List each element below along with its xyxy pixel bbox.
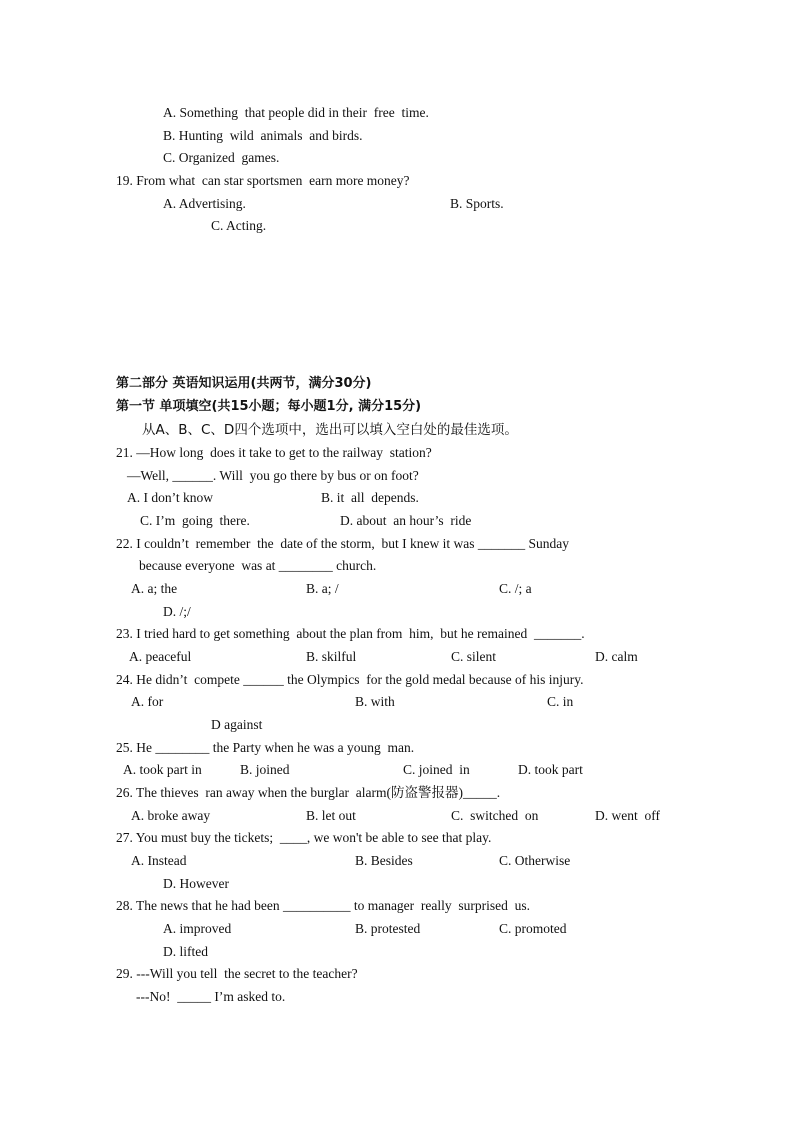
option-c: C. silent — [451, 649, 497, 664]
question-stem: 27. You must buy the tickets; ____, we won't be able to see that play. — [116, 830, 492, 845]
question-stem: 25. He ________ the Party when he was a young man. — [116, 740, 415, 755]
section-title: 第一节 单项填空(共15小题；每小题1分, 满分15分) — [116, 399, 422, 414]
option-a: A. peaceful — [129, 649, 192, 664]
question-stem: 22. I couldn’t remember the date of the storm, but I knew it was _______ Sunday — [116, 536, 570, 551]
option-c: C. Acting. — [211, 218, 267, 233]
option-d: D. However — [163, 876, 229, 891]
option-c: C. promoted — [499, 921, 567, 936]
question-stem — [116, 785, 500, 801]
question-stem: 21. —How long does it take to get to the railway station? — [116, 445, 432, 460]
option-b: B. Besides — [355, 853, 413, 868]
option-a: A. broke away — [131, 808, 211, 823]
option-b: B. a; / — [306, 581, 339, 596]
option-c: C. joined in — [403, 762, 470, 777]
option-a: A. Instead — [131, 853, 187, 868]
option-b: B. Sports. — [450, 196, 504, 211]
option-d: D. about an hour’s ride — [340, 513, 472, 528]
option-b: B. joined — [240, 762, 290, 777]
option-d: D. went off — [595, 808, 660, 823]
option-d: D. lifted — [163, 944, 208, 959]
question-line: —Well, ______. Will you go there by bus or on foot? — [127, 468, 419, 483]
option-c: C. switched on — [451, 808, 539, 823]
option-a: A. Something that people did in their free time. — [163, 105, 429, 120]
option-b: B. it all depends. — [321, 490, 419, 505]
question-stem: 24. He didn’t compete ______ the Olympics for the gold medal because of his injury. — [116, 672, 584, 687]
part-title: 第二部分 英语知识运用(共两节，满分30分) — [116, 376, 372, 391]
option-a: A. a; the — [131, 581, 178, 596]
option-a: A. took part in — [123, 762, 202, 777]
option-c: C. in — [547, 694, 574, 709]
option-b: B. protested — [355, 921, 421, 936]
option-a: A. improved — [163, 921, 232, 936]
question-stem: 29. ---Will you tell the secret to the teacher? — [116, 966, 358, 981]
option-d: D. calm — [595, 649, 638, 664]
instruction: 从A、B、C、D四个选项中，选出可以填入空白处的最佳选项。 — [142, 422, 518, 438]
question-stem: 19. From what can star sportsmen earn more money? — [116, 173, 410, 188]
option-a: A. Advertising. — [163, 196, 246, 211]
question-stem: 28. The news that he had been __________ to manager really surprised us. — [116, 898, 531, 913]
option-a: A. I don’t know — [127, 490, 213, 505]
stem-text: 26. The thieves ran away when the burglar alarm( — [116, 785, 392, 800]
option-c: C. /; a — [499, 581, 532, 596]
option-d: D. took part — [518, 762, 583, 777]
option-b: B. with — [355, 694, 395, 709]
option-a: A. for — [131, 694, 164, 709]
question-line: because everyone was at ________ church. — [139, 558, 377, 573]
option-c: C. Otherwise — [499, 853, 571, 868]
question-stem: 23. I tried hard to get something about the plan from him, but he remained _______. — [116, 626, 585, 641]
option-d: D against — [211, 717, 263, 732]
question-line: ---No! _____ I’m asked to. — [136, 989, 286, 1004]
stem-text-end: )_____. — [458, 785, 501, 800]
option-c: C. Organized games. — [163, 150, 280, 165]
stem-chinese-gloss: 防盗警报器 — [391, 785, 459, 801]
option-c: C. I’m going there. — [140, 513, 250, 528]
option-d: D. /;/ — [163, 604, 191, 619]
option-b: B. let out — [306, 808, 356, 823]
option-b: B. Hunting wild animals and birds. — [163, 128, 363, 143]
option-b: B. skilful — [306, 649, 357, 664]
